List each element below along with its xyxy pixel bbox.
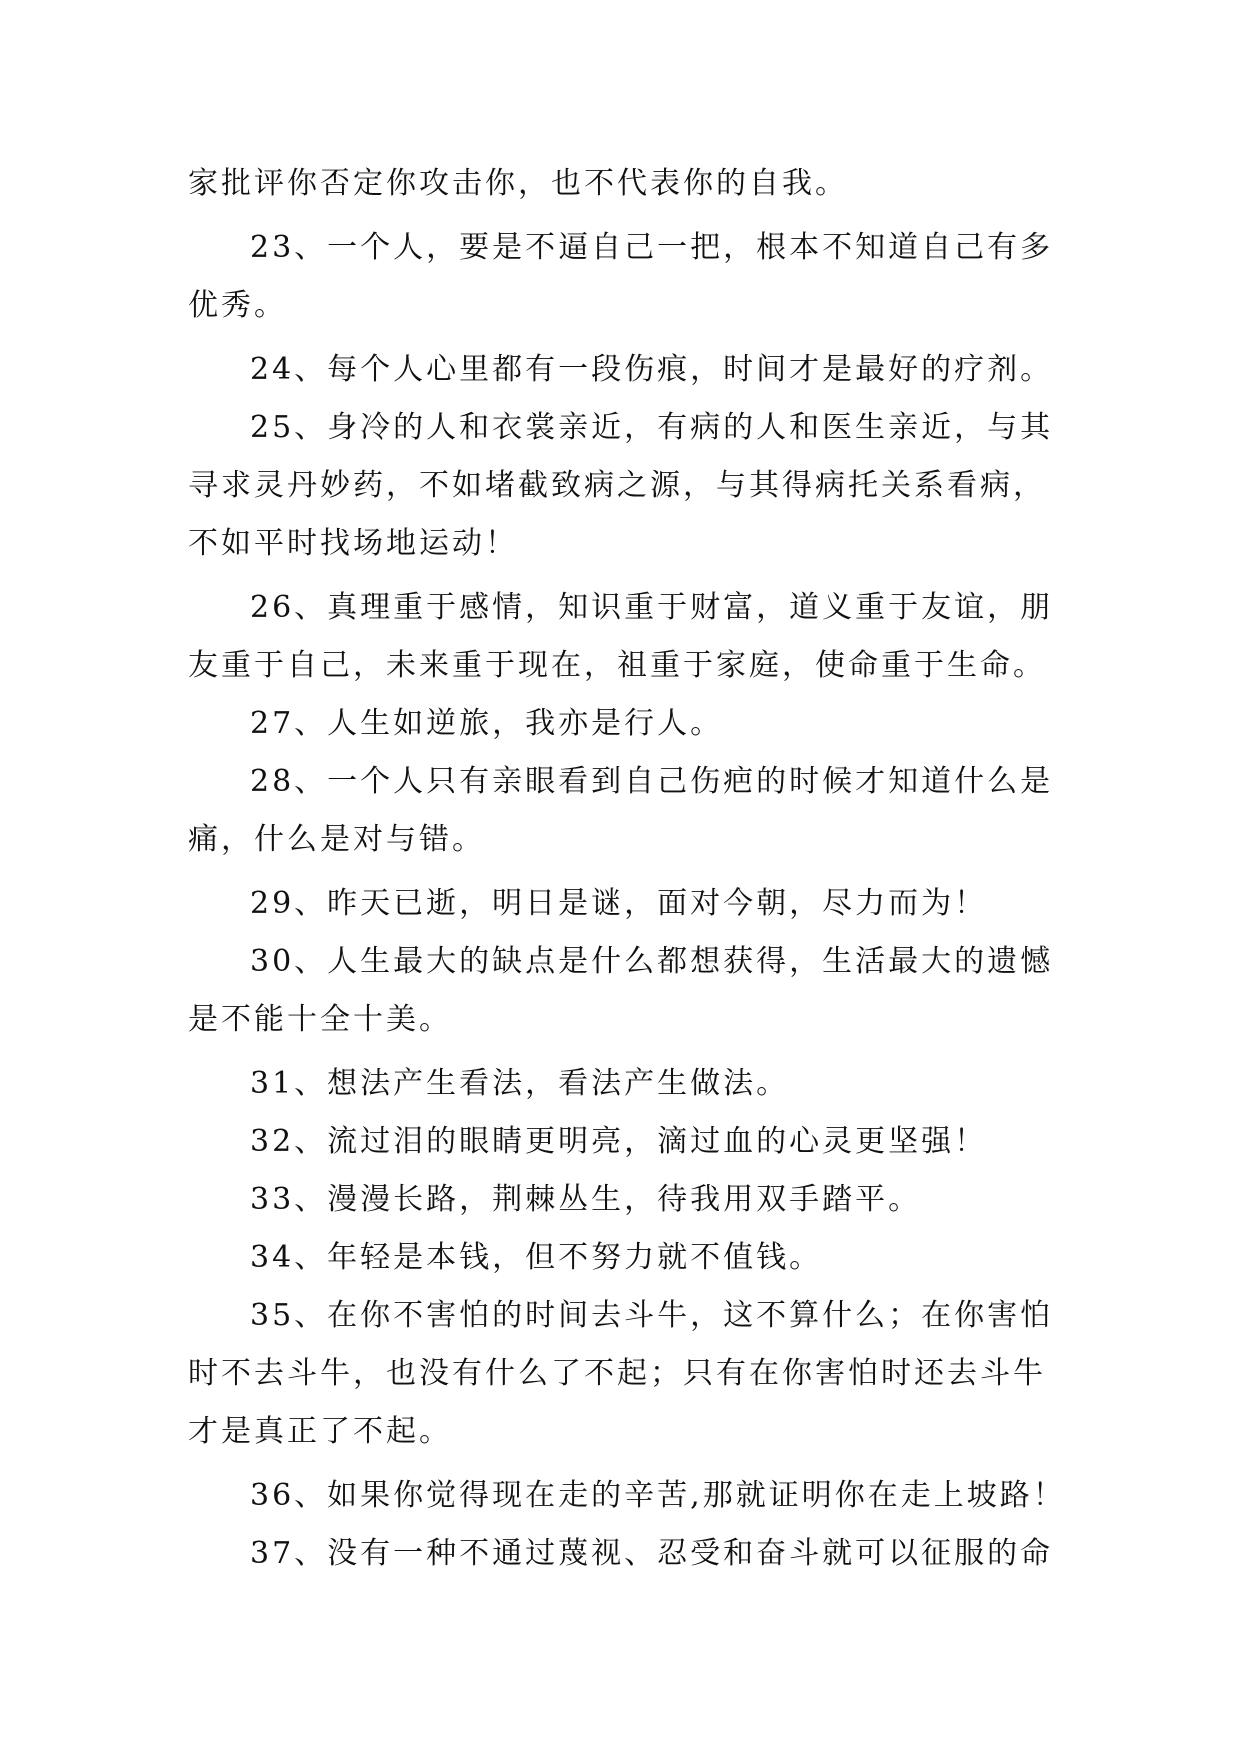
text-line: 时不去斗牛，也没有什么了不起；只有在你害怕时还去斗牛 <box>188 1356 1046 1391</box>
text-line: 35、在你不害怕的时间去斗牛，这不算什么；在你害怕 <box>250 1298 1054 1333</box>
text-line: 家批评你否定你攻击你，也不代表你的自我。 <box>188 166 848 201</box>
text-line: 才是真正了不起。 <box>188 1414 452 1449</box>
text-line: 23、一个人，要是不逼自己一把，根本不知道自己有多 <box>250 230 1054 265</box>
text-line: 寻求灵丹妙药，不如堵截致病之源，与其得病托关系看病， <box>188 468 1046 503</box>
text-line: 是不能十全十美。 <box>188 1002 452 1037</box>
text-line: 27、人生如逆旅，我亦是行人。 <box>250 706 724 741</box>
text-line: 37、没有一种不通过蔑视、忍受和奋斗就可以征服的命 <box>250 1536 1054 1571</box>
text-line: 25、身冷的人和衣裳亲近，有病的人和医生亲近，与其 <box>250 410 1054 445</box>
text-line: 31、想法产生看法，看法产生做法。 <box>250 1066 790 1101</box>
text-line: 33、漫漫长路，荆棘丛生，待我用双手踏平。 <box>250 1182 922 1217</box>
text-line: 24、每个人心里都有一段伤痕，时间才是最好的疗剂。 <box>250 352 1054 387</box>
text-line: 优秀。 <box>188 288 287 323</box>
text-line: 26、真理重于感情，知识重于财富，道义重于友谊，朋 <box>250 590 1054 625</box>
document-body <box>188 155 1066 1583</box>
text-line: 不如平时找场地运动！ <box>188 526 518 561</box>
text-line: 29、昨天已逝，明日是谜，面对今朝，尽力而为！ <box>250 886 988 921</box>
text-line: 36、如果你觉得现在走的辛苦,那就证明你在走上坡路！ <box>250 1478 1066 1513</box>
text-line: 30、人生最大的缺点是什么都想获得，生活最大的遗憾 <box>250 944 1054 979</box>
text-line: 32、流过泪的眼睛更明亮，滴过血的心灵更坚强！ <box>250 1124 988 1159</box>
text-line: 34、年轻是本钱，但不努力就不值钱。 <box>250 1240 823 1275</box>
text-line: 28、一个人只有亲眼看到自己伤疤的时候才知道什么是 <box>250 764 1054 799</box>
text-line: 友重于自己，未来重于现在，祖重于家庭，使命重于生命。 <box>188 648 1046 683</box>
text-line: 痛，什么是对与错。 <box>188 822 485 857</box>
